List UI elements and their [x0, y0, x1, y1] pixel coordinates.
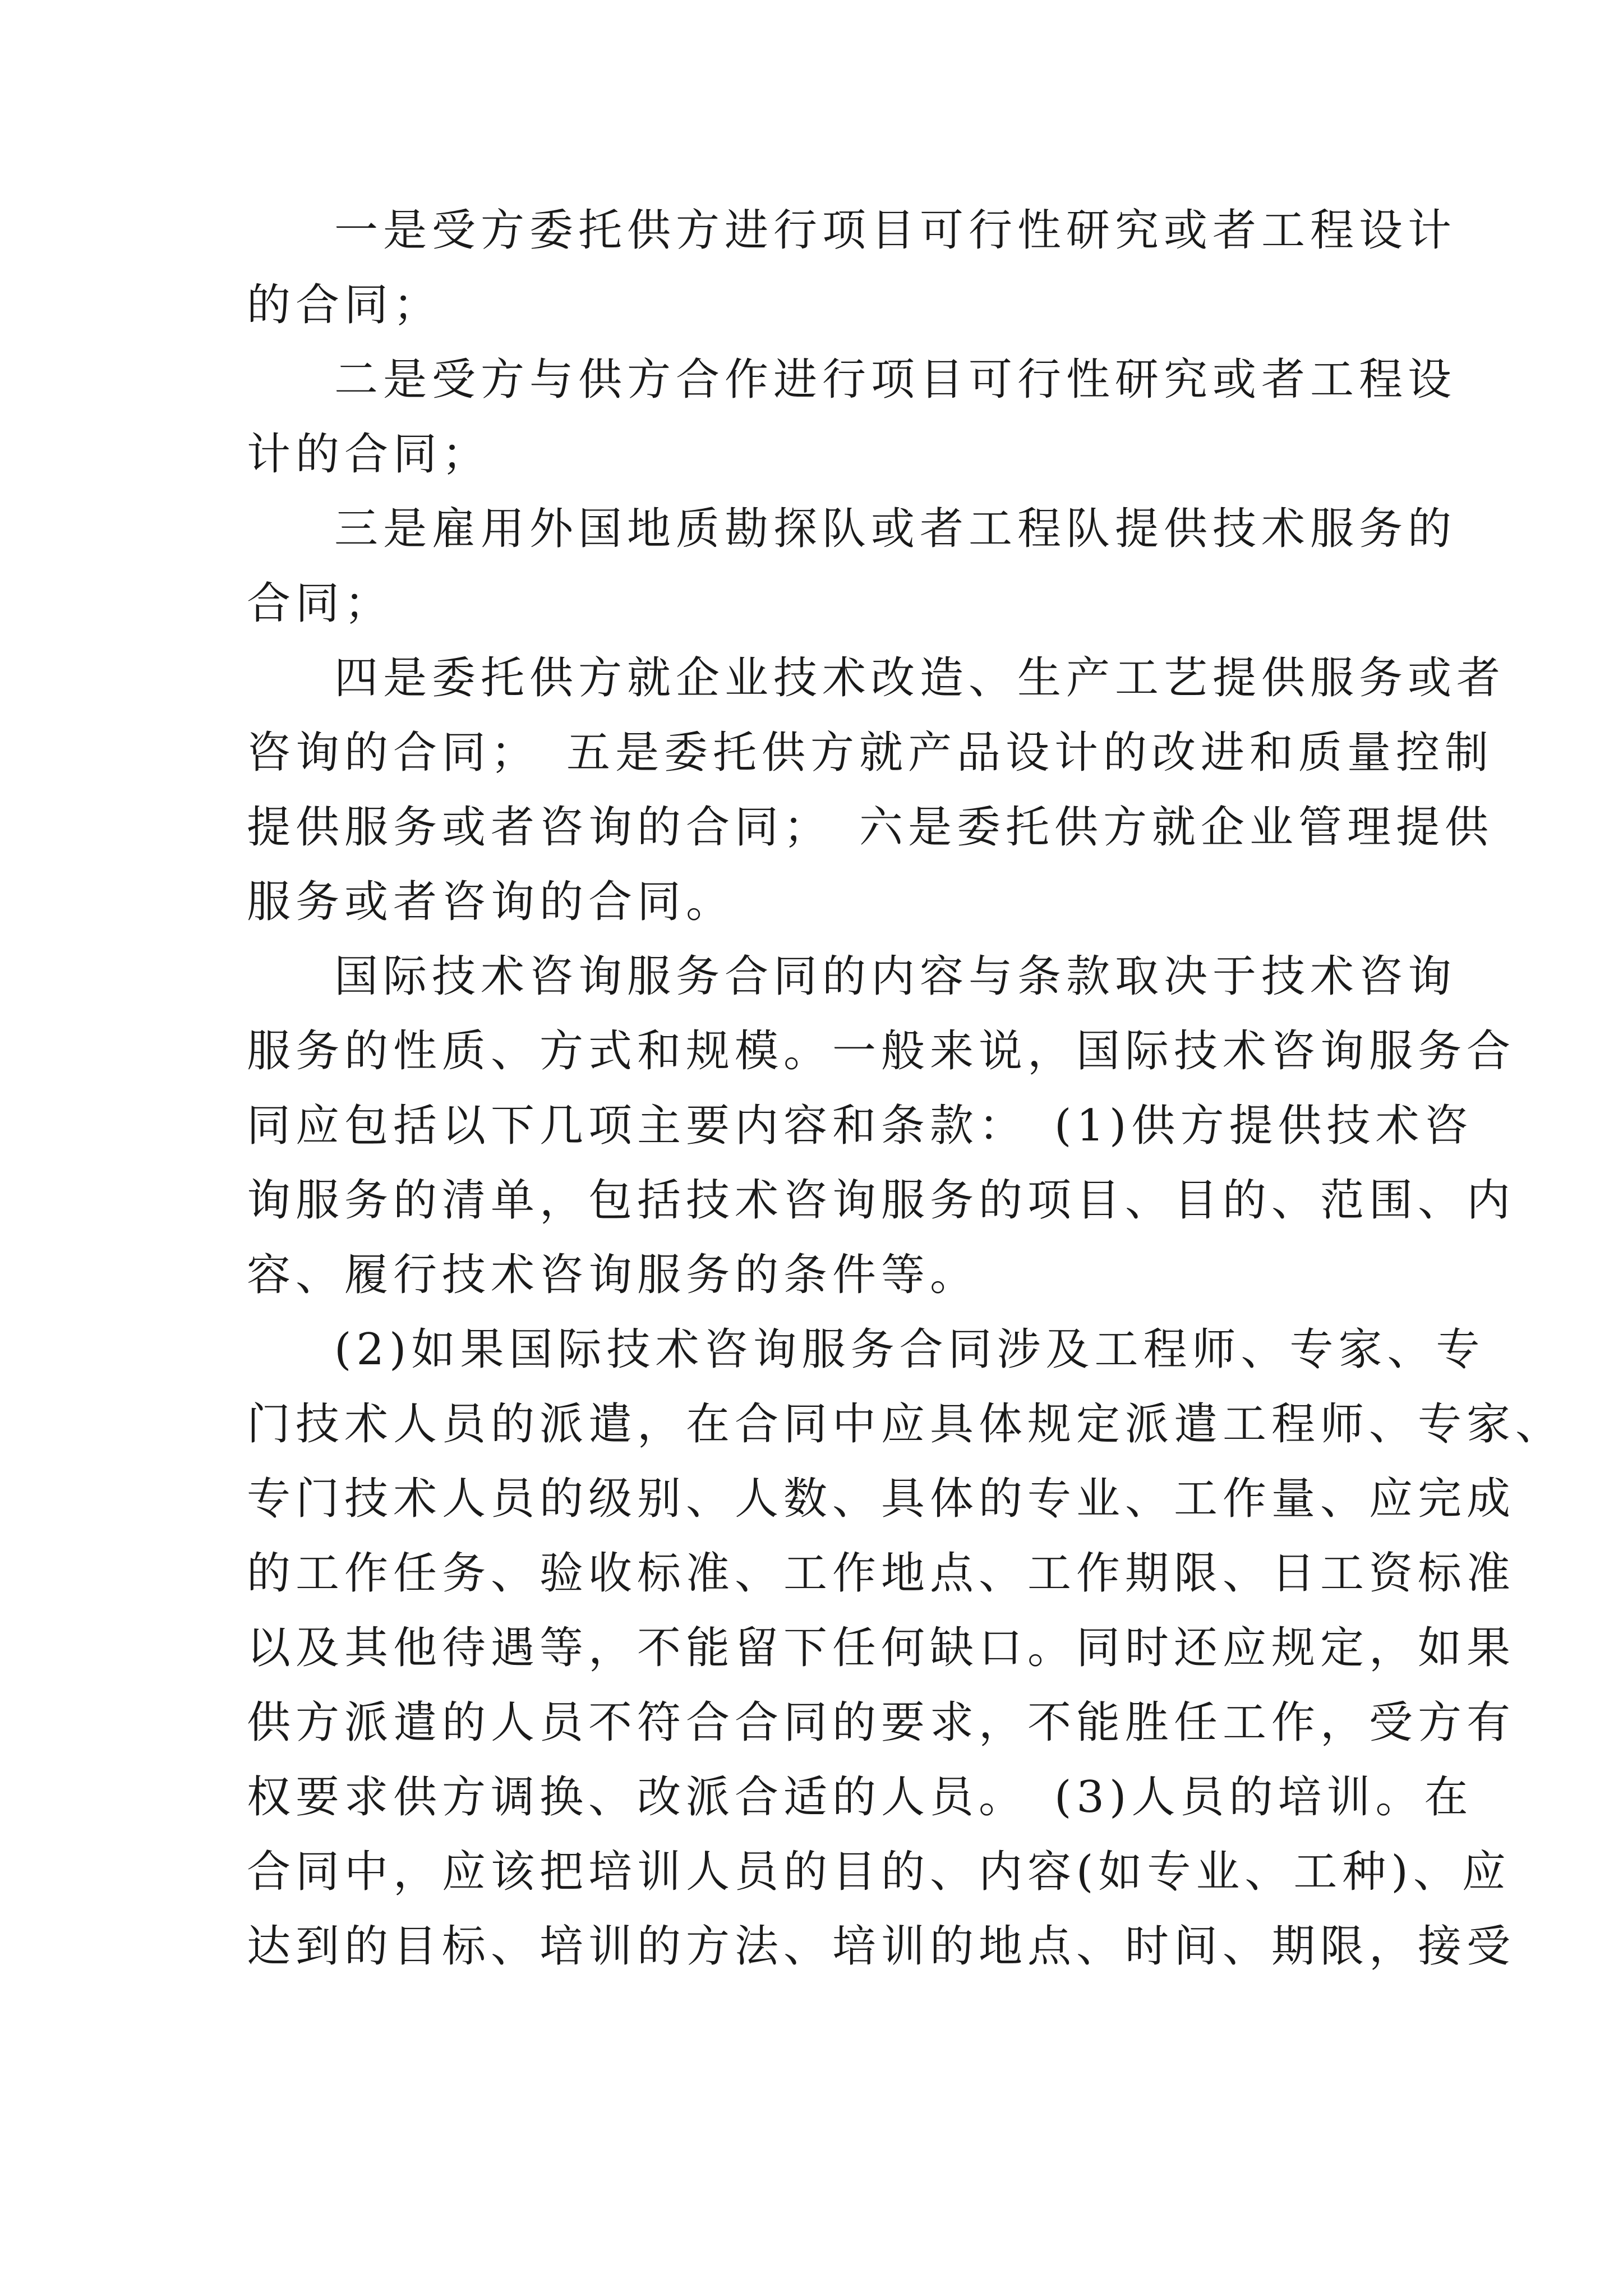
- text-line: 合同中，应该把培训人员的目的、内容(如专业、工种)、应: [247, 1847, 1511, 1897]
- text-line: 计的合同；: [247, 429, 491, 480]
- text-line: 同应包括以下几项主要内容和条款： (1)供方提供技术咨: [247, 1101, 1473, 1151]
- text-line: 的工作任务、验收标准、工作地点、工作期限、日工资标准: [247, 1548, 1516, 1599]
- text-line: 三是雇用外国地质勘探队或者工程队提供技术服务的: [334, 504, 1457, 554]
- text-line: 咨询的合同； 五是委托供方就产品设计的改进和质量控制: [247, 728, 1494, 778]
- text-line: 达到的目标、培训的方法、培训的地点、时间、期限，接受: [247, 1921, 1516, 1972]
- text-line: 以及其他待遇等，不能留下任何缺口。同时还应规定，如果: [247, 1623, 1516, 1673]
- text-line: 服务或者咨询的合同。: [247, 877, 735, 927]
- text-line: 国际技术咨询服务合同的内容与条款取决于技术咨询: [334, 951, 1457, 1002]
- text-line: 四是委托供方就企业技术改造、生产工艺提供服务或者: [334, 653, 1506, 703]
- text-line: 的合同；: [247, 280, 442, 330]
- text-line: 二是受方与供方合作进行项目可行性研究或者工程设: [334, 355, 1457, 405]
- text-line: 询服务的清单，包括技术咨询服务的项目、目的、范围、内: [247, 1175, 1516, 1226]
- text-line: 一是受方委托供方进行项目可行性研究或者工程设计: [334, 205, 1457, 256]
- text-line: (2)如果国际技术咨询服务合同涉及工程师、专家、专: [334, 1324, 1485, 1375]
- text-line: 供方派遣的人员不符合合同的要求，不能胜任工作，受方有: [247, 1697, 1516, 1748]
- text-line: 服务的性质、方式和规模。一般来说，国际技术咨询服务合: [247, 1026, 1516, 1076]
- document-body: [247, 194, 1565, 1984]
- text-line: 专门技术人员的级别、人数、具体的专业、工作量、应完成: [247, 1474, 1516, 1524]
- text-line: 门技术人员的派遣，在合同中应具体规定派遣工程师、专家、: [247, 1399, 1565, 1450]
- text-line: 提供服务或者咨询的合同； 六是委托供方就企业管理提供: [247, 802, 1494, 853]
- text-line: 权要求供方调换、改派合适的人员。 (3)人员的培训。在: [247, 1772, 1473, 1823]
- text-line: 合同；: [247, 578, 394, 629]
- text-line: 容、履行技术咨询服务的条件等。: [247, 1250, 979, 1300]
